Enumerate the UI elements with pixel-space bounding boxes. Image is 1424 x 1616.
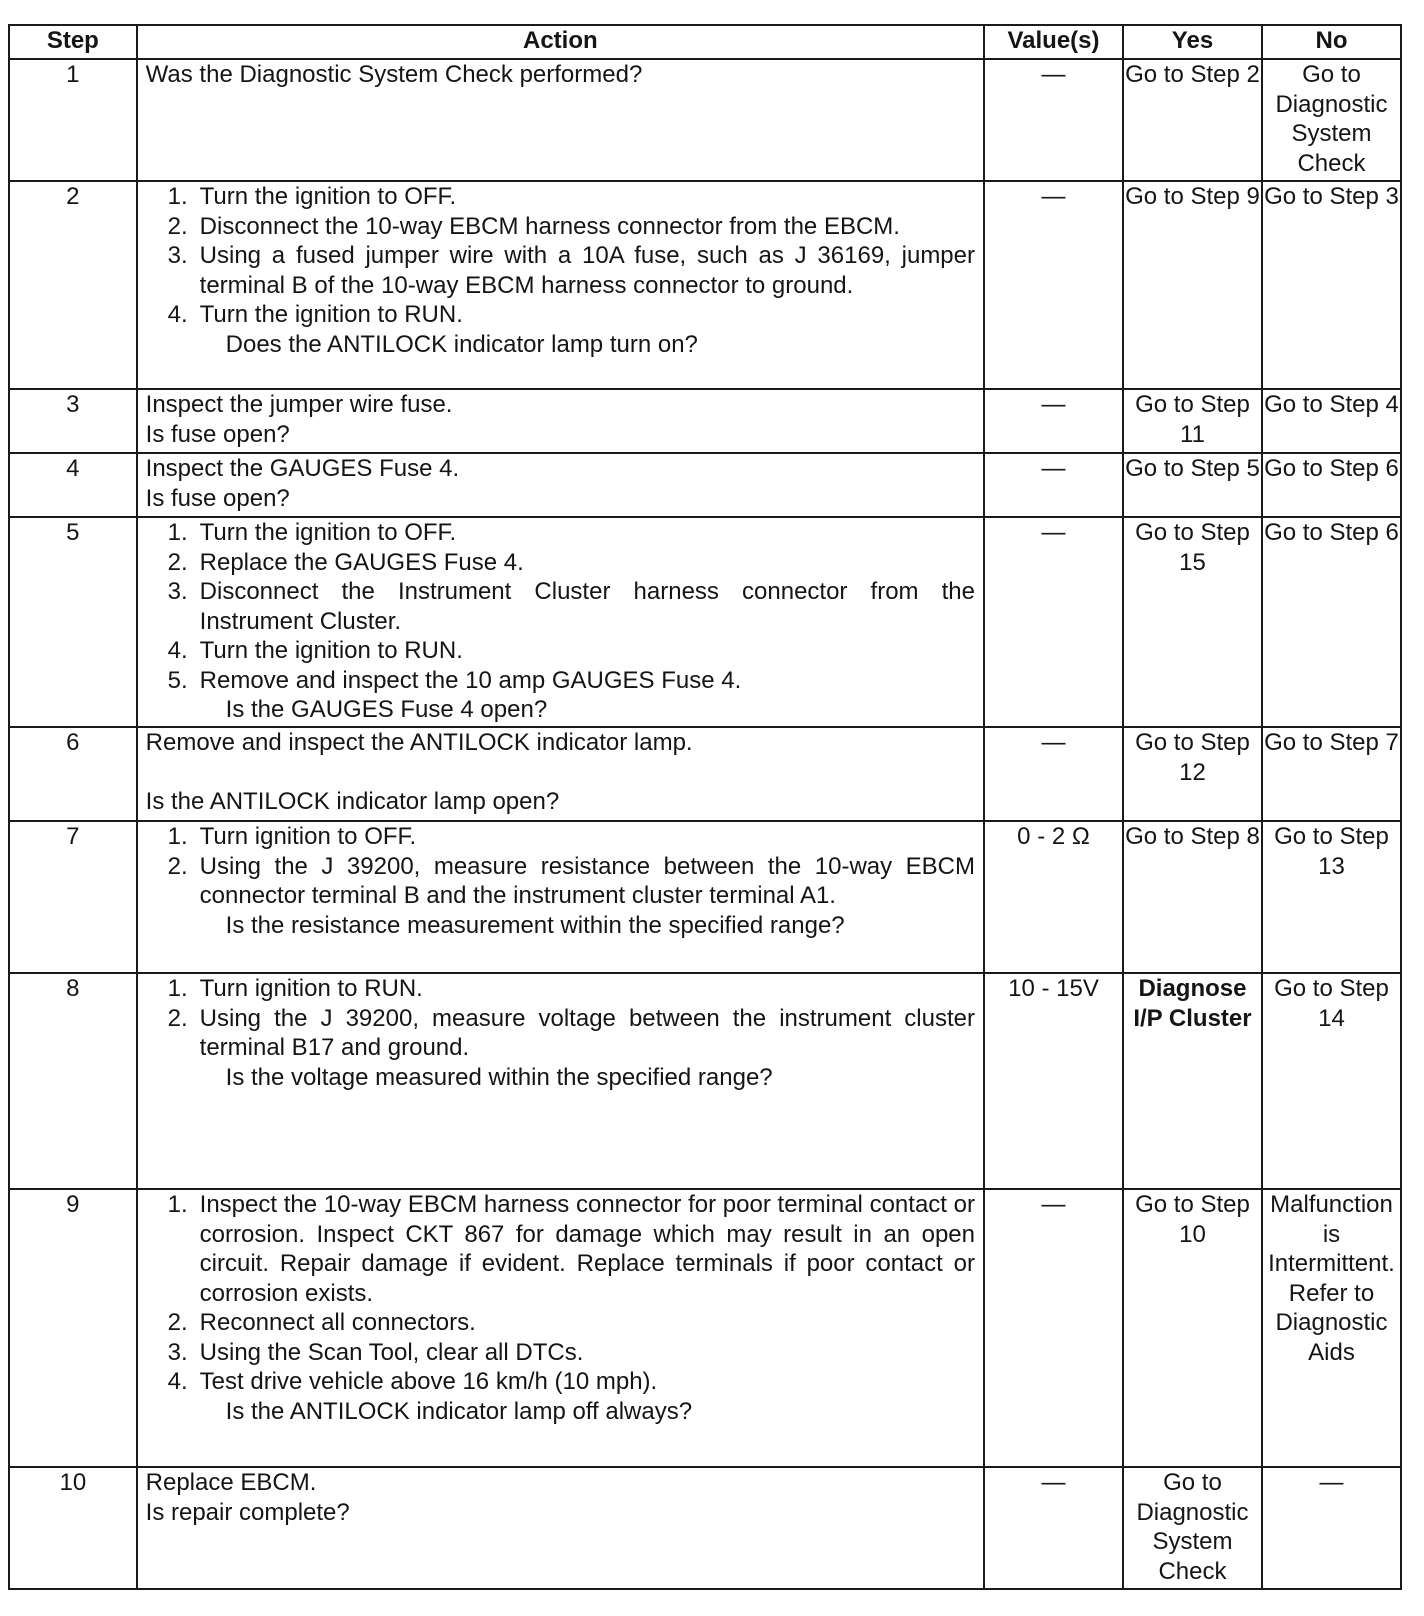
yes-cell: Go to Step 2 — [1123, 59, 1262, 181]
action-steps — [146, 1190, 975, 1397]
no-cell: Go to Step 7 — [1262, 727, 1401, 821]
action-steps — [146, 974, 975, 1063]
step-number: 1 — [9, 59, 137, 181]
action-step: Using the J 39200, measure resistance between the 10-way EBCM connector terminal B and the instrument cluster terminal A1. — [199, 852, 975, 909]
yes-cell: Go to Step 12 — [1123, 727, 1262, 821]
action-step: Turn the ignition to RUN. — [199, 301, 463, 328]
header-row — [9, 25, 1401, 59]
header-yes: Yes — [1123, 25, 1262, 59]
action-text: Inspect the GAUGES Fuse 4. — [145, 455, 460, 482]
yes-cell: Go to Step 11 — [1123, 389, 1262, 453]
table-row — [9, 727, 1401, 821]
yes-cell: Go to Step 5 — [1123, 453, 1262, 517]
header-step: Step — [9, 25, 137, 59]
action-step: Inspect the 10-way EBCM harness connector for poor terminal contact or corrosion. Inspect CKT 867 for damage which may result in an open circuit. Repair damage if evident. Replace terminals if poor contact or corrosion exists. — [199, 1191, 975, 1307]
no-cell: Go to Step 14 — [1262, 973, 1401, 1189]
step-number: 6 — [9, 727, 137, 821]
action-cell — [137, 181, 984, 389]
diagnostic-table — [8, 24, 1402, 1590]
action-step: Turn the ignition to RUN. — [199, 637, 463, 664]
action-cell — [137, 973, 984, 1189]
action-step: Reconnect all connectors. — [199, 1309, 476, 1336]
action-cell — [137, 389, 984, 453]
action-question: Is fuse open? — [145, 484, 290, 512]
action-question: Is the voltage measured within the specified range? — [225, 1063, 773, 1091]
action-cell — [137, 821, 984, 973]
action-question: Is the ANTILOCK indicator lamp open? — [145, 787, 560, 815]
action-step: Using the J 39200, measure voltage between the instrument cluster terminal B17 and ground. — [199, 1004, 975, 1061]
action-cell — [137, 1467, 984, 1589]
action-step: Remove and inspect the 10 amp GAUGES Fuse 4. — [199, 666, 742, 694]
no-cell: — — [1262, 1467, 1401, 1589]
value-cell: 10 - 15V — [984, 973, 1123, 1189]
step-number: 7 — [9, 821, 137, 973]
step-number: 8 — [9, 973, 137, 1189]
value-cell: — — [984, 1467, 1123, 1589]
table-row — [9, 181, 1401, 389]
action-steps — [146, 182, 975, 330]
action-text: Inspect the jumper wire fuse. — [145, 391, 453, 418]
table-row — [9, 1189, 1401, 1467]
no-cell: Go to Step 6 — [1262, 517, 1401, 727]
action-steps — [146, 822, 975, 911]
no-cell: Go to Step 4 — [1262, 389, 1401, 453]
action-question: Is fuse open? — [145, 420, 290, 448]
action-question: Is repair complete? — [145, 1498, 350, 1526]
yes-cell: Go to Step 10 — [1123, 1189, 1262, 1467]
table-row — [9, 973, 1401, 1189]
action-step: Test drive vehicle above 16 km/h (10 mph). — [199, 1368, 658, 1395]
action-cell — [137, 1189, 984, 1467]
yes-cell: Go to Step 9 — [1123, 181, 1262, 389]
step-number: 10 — [9, 1467, 137, 1589]
action-step: Disconnect the 10-way EBCM harness connector from the EBCM. — [199, 212, 900, 240]
step-number: 5 — [9, 517, 137, 727]
value-cell: — — [984, 1189, 1123, 1467]
action-step: Turn the ignition to OFF. — [199, 183, 457, 210]
table-row — [9, 59, 1401, 181]
action-cell — [137, 453, 984, 517]
table-row — [9, 1467, 1401, 1589]
yes-cell: Diagnose I/P Cluster — [1123, 973, 1262, 1189]
action-question: Is the resistance measurement within the specified range? — [225, 911, 845, 939]
action-step: Turn ignition to RUN. — [199, 975, 423, 1002]
action-step: Replace the GAUGES Fuse 4. — [199, 548, 524, 576]
value-cell: — — [984, 727, 1123, 821]
no-cell: Go to Diagnostic System Check — [1262, 59, 1401, 181]
step-number: 3 — [9, 389, 137, 453]
action-text: Was the Diagnostic System Check performed? — [145, 61, 643, 88]
action-cell — [137, 727, 984, 821]
action-cell — [137, 517, 984, 727]
value-cell: — — [984, 181, 1123, 389]
action-cell — [137, 59, 984, 181]
header-action: Action — [137, 25, 984, 59]
yes-cell: Go to Diagnostic System Check — [1123, 1467, 1262, 1589]
action-text: Remove and inspect the ANTILOCK indicator lamp. — [145, 729, 693, 756]
value-cell: — — [984, 59, 1123, 181]
action-step: Using the Scan Tool, clear all DTCs. — [199, 1338, 584, 1366]
action-text: Replace EBCM. — [145, 1469, 317, 1496]
header-values: Value(s) — [984, 25, 1123, 59]
action-step: Using a fused jumper wire with a 10A fuse, such as J 36169, jumper terminal B of the 10-way EBCM harness connector to ground. — [199, 242, 975, 299]
table-row — [9, 821, 1401, 973]
action-question: Is the ANTILOCK indicator lamp off always? — [225, 1397, 693, 1425]
header-no: No — [1262, 25, 1401, 59]
no-cell: Go to Step 6 — [1262, 453, 1401, 517]
step-number: 4 — [9, 453, 137, 517]
action-question: Is the GAUGES Fuse 4 open? — [225, 696, 548, 723]
value-cell: — — [984, 389, 1123, 453]
no-cell: Go to Step 3 — [1262, 181, 1401, 389]
table-row — [9, 517, 1401, 727]
yes-cell: Go to Step 8 — [1123, 821, 1262, 973]
step-number: 2 — [9, 181, 137, 389]
step-number: 9 — [9, 1189, 137, 1467]
table-row — [9, 453, 1401, 517]
value-cell: 0 - 2 Ω — [984, 821, 1123, 973]
no-cell: Malfunction is Intermittent. Refer to Diagnostic Aids — [1262, 1189, 1401, 1467]
action-step: Turn the ignition to OFF. — [199, 519, 457, 546]
value-cell: — — [984, 453, 1123, 517]
action-step: Disconnect the Instrument Cluster harness connector from the Instrument Cluster. — [199, 578, 975, 635]
yes-cell: Go to Step 15 — [1123, 517, 1262, 727]
table-row — [9, 389, 1401, 453]
action-steps — [146, 518, 975, 695]
action-step: Turn ignition to OFF. — [199, 823, 417, 850]
no-cell: Go to Step 13 — [1262, 821, 1401, 973]
value-cell: — — [984, 517, 1123, 727]
action-question: Does the ANTILOCK indicator lamp turn on? — [225, 330, 698, 358]
